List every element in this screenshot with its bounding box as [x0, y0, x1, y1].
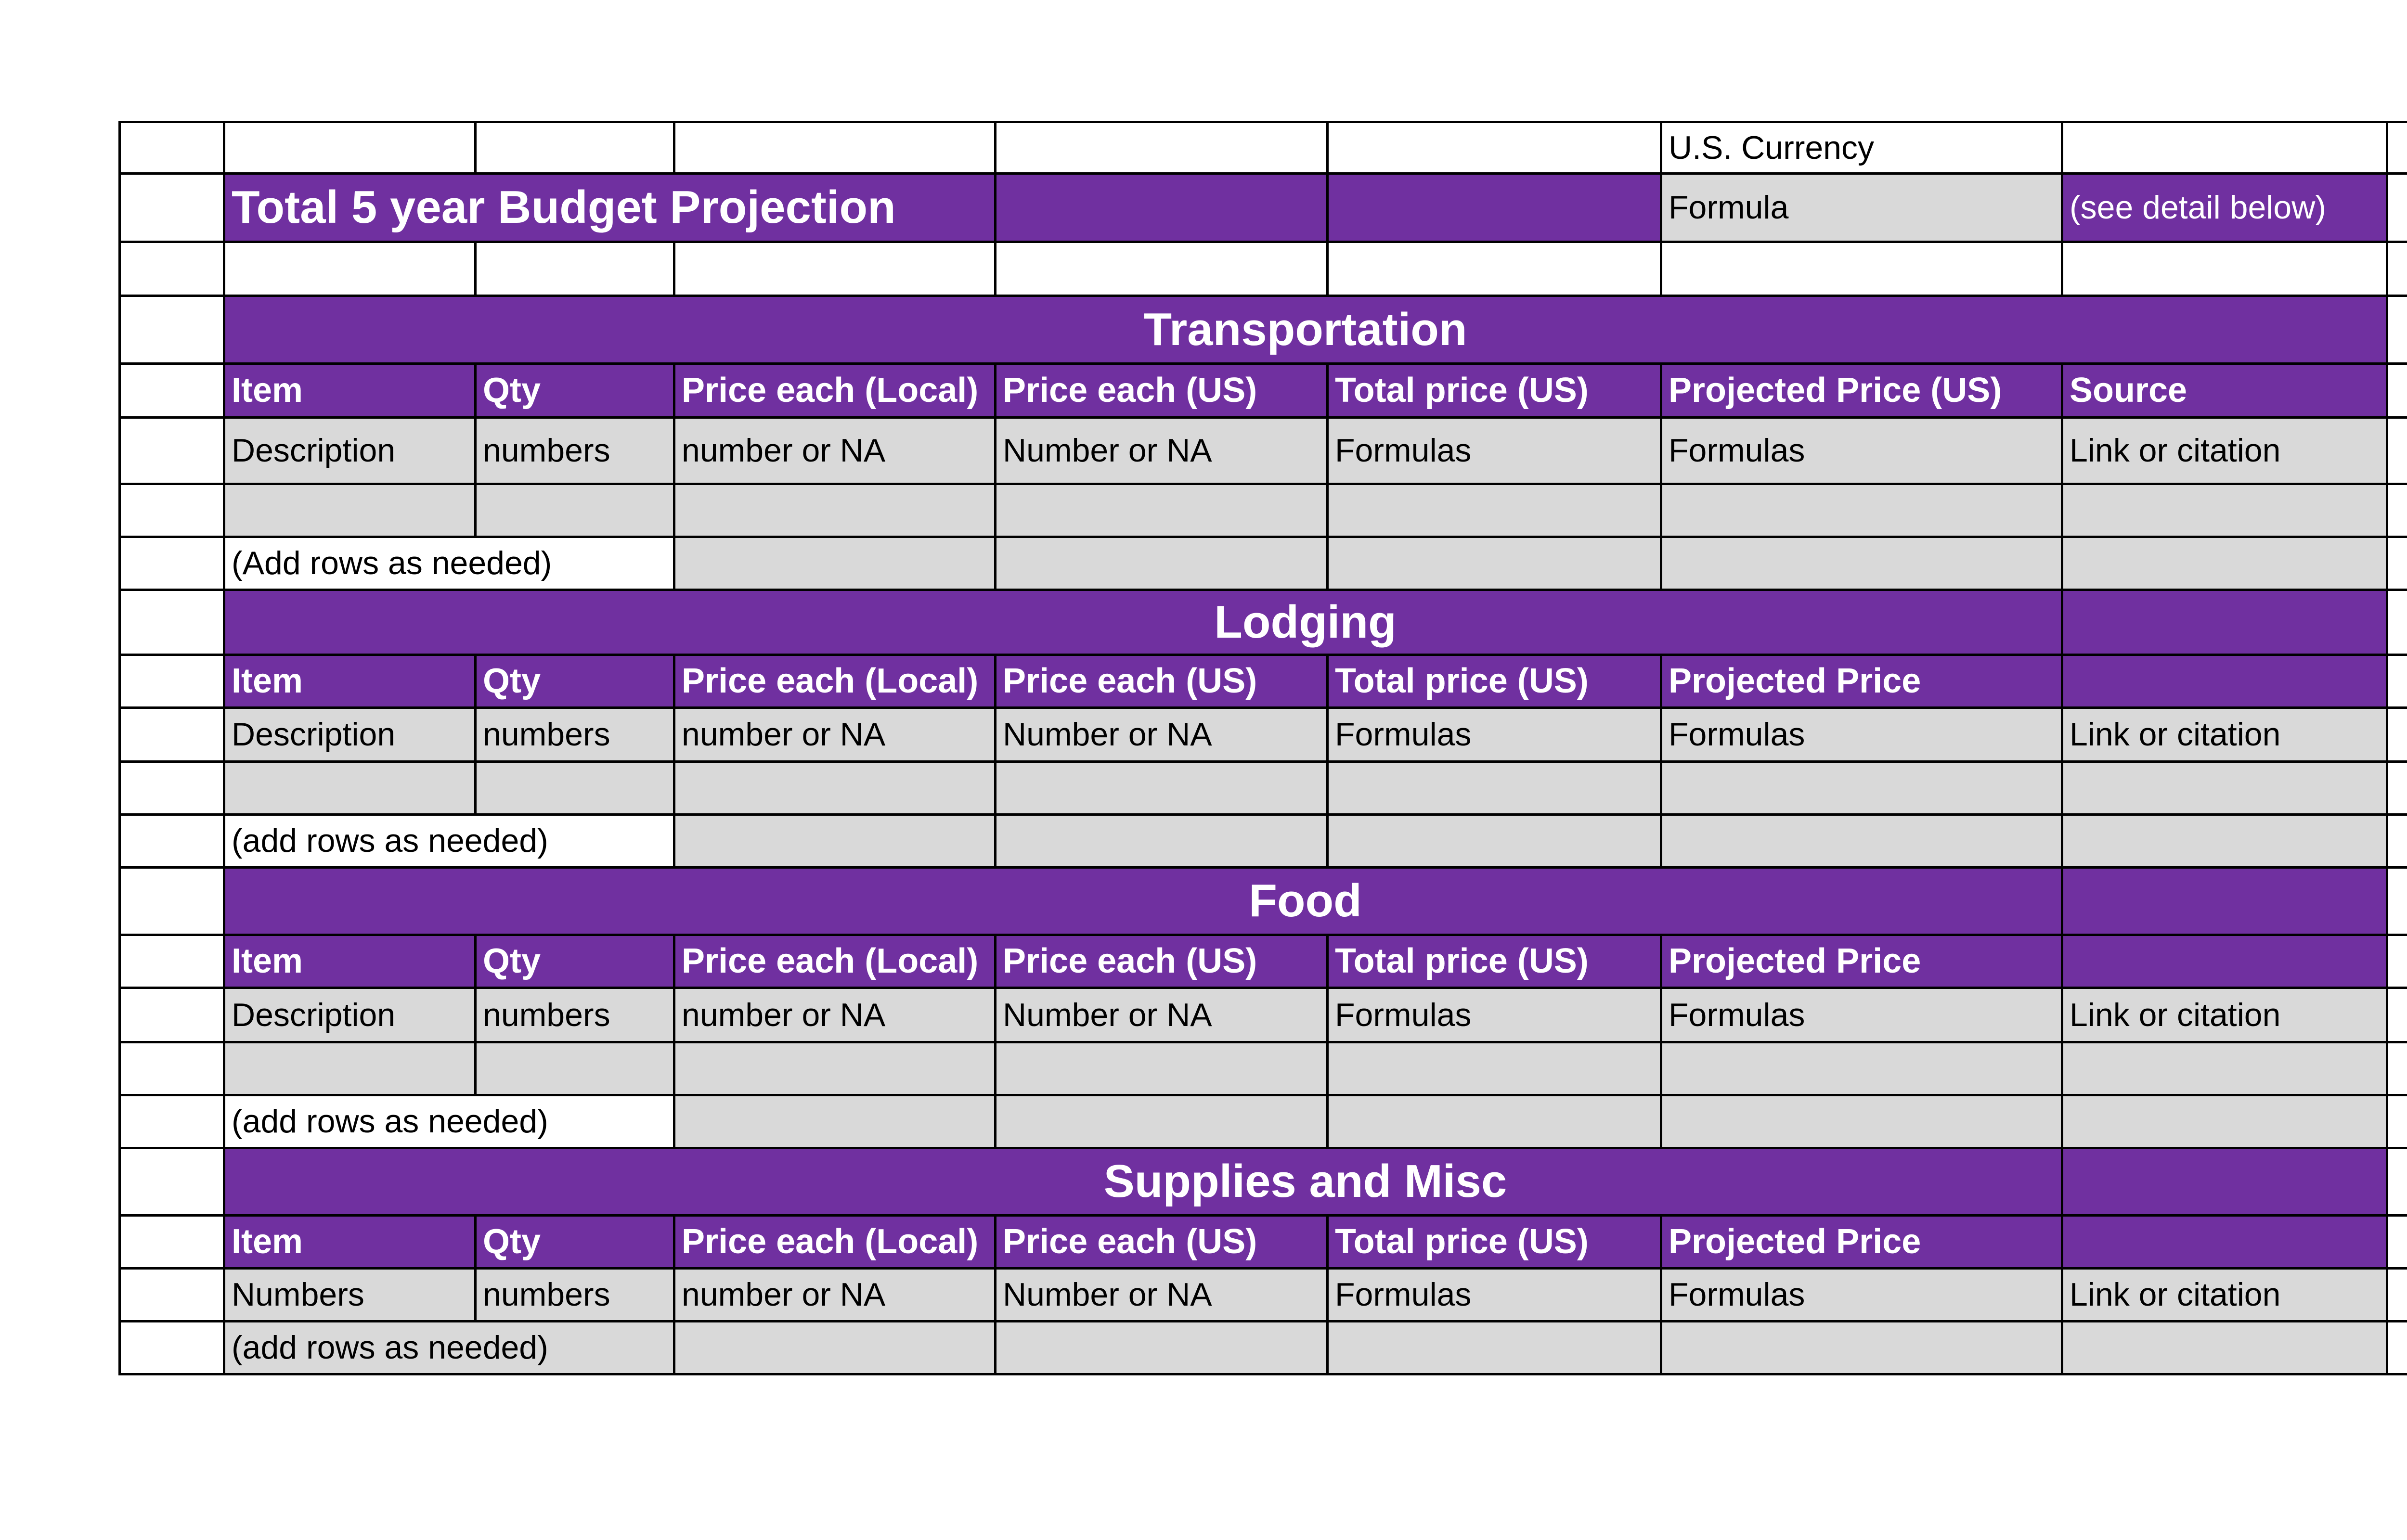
grid-line — [1326, 1214, 1329, 1375]
detail-note[interactable]: (see detail below) — [2062, 173, 2387, 242]
food-header-price-us: Price each (US) — [995, 935, 1327, 988]
grid-line — [118, 416, 2407, 419]
lodging-header-projected: Projected Price — [1661, 654, 2062, 707]
supplies-price-local-cell[interactable]: number or NA — [674, 1268, 995, 1321]
supplies-header-projected: Projected Price — [1661, 1215, 2062, 1268]
grid-line — [1326, 934, 1329, 1149]
grid-line — [118, 121, 2407, 123]
grid-line — [118, 172, 2407, 175]
grid-line — [118, 654, 2407, 656]
grid-line — [118, 866, 2407, 869]
grid-line — [474, 121, 477, 175]
food-qty-cell[interactable]: numbers — [475, 988, 674, 1042]
food-total-cell[interactable]: Formulas — [1327, 988, 1661, 1042]
grid-line — [118, 1147, 2407, 1149]
lodging-header-price-local: Price each (Local) — [674, 654, 995, 707]
budget-title[interactable]: Total 5 year Budget Projection — [224, 173, 1993, 242]
grid-line — [118, 1267, 2407, 1270]
grid-line — [118, 1094, 2407, 1096]
grid-line — [2386, 121, 2388, 1375]
lodging-qty-cell[interactable]: numbers — [475, 707, 674, 761]
transportation-projected-cell[interactable]: Formulas — [1661, 417, 2062, 484]
food-header-projected: Projected Price — [1661, 935, 2062, 988]
transportation-header-price-us: Price each (US) — [995, 363, 1327, 417]
transportation-price-local-cell[interactable]: number or NA — [674, 417, 995, 484]
grid-line — [118, 589, 2407, 591]
grid-line — [673, 241, 675, 296]
grid-line — [994, 654, 996, 869]
lodging-price-us-cell[interactable]: Number or NA — [995, 707, 1327, 761]
grid-line — [474, 1214, 477, 1322]
grid-line — [1326, 362, 1329, 591]
grid-line — [1660, 934, 1662, 1149]
food-item-cell[interactable]: Description — [224, 988, 475, 1042]
grid-line — [673, 121, 675, 175]
food-source-cell[interactable]: Link or citation — [2062, 988, 2387, 1042]
lodging-header-qty: Qty — [475, 654, 674, 707]
food-add-row-fill[interactable] — [674, 1095, 2387, 1148]
transportation-source-cell[interactable]: Link or citation — [2062, 417, 2387, 484]
supplies-add-rows-note[interactable]: (add rows as needed) — [224, 1321, 674, 1374]
transportation-item-cell[interactable]: Description — [224, 417, 475, 484]
grid-line — [118, 987, 2407, 989]
supplies-total-cell[interactable]: Formulas — [1327, 1268, 1661, 1321]
supplies-header-total-us: Total price (US) — [1327, 1215, 1661, 1268]
lodging-source-cell[interactable]: Link or citation — [2062, 707, 2387, 761]
grid-line — [994, 1214, 996, 1375]
food-header-qty: Qty — [475, 935, 674, 988]
lodging-projected-cell[interactable]: Formulas — [1661, 707, 2062, 761]
grid-line — [118, 483, 2407, 485]
grid-line — [118, 706, 2407, 709]
grid-line — [673, 362, 675, 591]
grid-line — [118, 1041, 2407, 1043]
grid-line — [474, 934, 477, 1096]
food-price-local-cell[interactable]: number or NA — [674, 988, 995, 1042]
supplies-section-title: Supplies and Misc — [224, 1148, 2387, 1215]
lodging-section-title: Lodging — [224, 590, 2387, 654]
supplies-source-cell[interactable]: Link or citation — [2062, 1268, 2387, 1321]
supplies-projected-cell[interactable]: Formulas — [1661, 1268, 2062, 1321]
grid-line — [118, 1373, 2407, 1375]
supplies-header-source — [2062, 1215, 2387, 1268]
grid-line — [673, 934, 675, 1149]
supplies-qty-cell[interactable]: numbers — [475, 1268, 674, 1321]
transportation-price-us-cell[interactable]: Number or NA — [995, 417, 1327, 484]
lodging-header-total-us: Total price (US) — [1327, 654, 1661, 707]
food-projected-cell[interactable]: Formulas — [1661, 988, 2062, 1042]
transportation-total-cell[interactable]: Formulas — [1327, 417, 1661, 484]
transportation-header-projected-us: Projected Price (US) — [1661, 363, 2062, 417]
currency-label[interactable]: U.S. Currency — [1669, 129, 1874, 166]
food-header-total-us: Total price (US) — [1327, 935, 1661, 988]
transportation-header-total-us: Total price (US) — [1327, 363, 1661, 417]
grid-line — [1660, 121, 1662, 296]
grid-line — [673, 1214, 675, 1375]
grid-line — [118, 813, 2407, 816]
grid-line — [994, 934, 996, 1149]
food-header-item: Item — [224, 935, 475, 988]
lodging-price-local-cell[interactable]: number or NA — [674, 707, 995, 761]
transportation-header-item: Item — [224, 363, 475, 417]
grid-line — [118, 362, 2407, 365]
lodging-header-price-us: Price each (US) — [995, 654, 1327, 707]
grid-line — [118, 1320, 2407, 1322]
transportation-qty-cell[interactable]: numbers — [475, 417, 674, 484]
transportation-header-qty: Qty — [475, 363, 674, 417]
grid-line — [118, 121, 121, 1375]
grid-line — [1660, 1214, 1662, 1375]
food-price-us-cell[interactable]: Number or NA — [995, 988, 1327, 1042]
grid-line — [2061, 362, 2063, 1375]
supplies-price-us-cell[interactable]: Number or NA — [995, 1268, 1327, 1321]
food-section-title: Food — [224, 867, 2387, 935]
lodging-header-source — [2062, 654, 2387, 707]
transportation-add-row-fill[interactable] — [674, 537, 2387, 590]
lodging-add-row-fill[interactable] — [674, 814, 2387, 867]
lodging-item-cell[interactable]: Description — [224, 707, 475, 761]
grid-line — [2061, 121, 2063, 296]
grid-line — [673, 654, 675, 869]
transportation-add-rows-note[interactable]: (Add rows as needed) — [232, 545, 552, 581]
grid-line — [474, 362, 477, 538]
grid-line — [994, 121, 996, 296]
supplies-item-cell[interactable]: Numbers — [224, 1268, 475, 1321]
transportation-section-title: Transportation — [224, 295, 2387, 363]
supplies-add-row-fill[interactable] — [674, 1321, 2387, 1374]
food-header-source — [2062, 935, 2387, 988]
grid-line — [118, 241, 2407, 243]
supplies-header-item: Item — [224, 1215, 475, 1268]
grid-line — [118, 536, 2407, 538]
grid-line — [1660, 362, 1662, 591]
supplies-header-price-local: Price each (Local) — [674, 1215, 995, 1268]
grid-line — [1326, 654, 1329, 869]
food-header-price-local: Price each (Local) — [674, 935, 995, 988]
food-add-rows-note[interactable]: (add rows as needed) — [232, 1103, 548, 1140]
grid-line — [118, 1214, 2407, 1217]
grid-line — [118, 760, 2407, 763]
grid-line — [994, 362, 996, 591]
grid-line — [1660, 654, 1662, 869]
lodging-add-rows-note[interactable]: (add rows as needed) — [232, 822, 548, 859]
grid-line — [1326, 121, 1329, 296]
grid-line — [118, 934, 2407, 936]
transportation-header-source: Source — [2062, 363, 2387, 417]
transportation-header-price-local: Price each (Local) — [674, 363, 995, 417]
supplies-header-price-us: Price each (US) — [995, 1215, 1327, 1268]
grid-line — [474, 654, 477, 816]
lodging-total-cell[interactable]: Formulas — [1327, 707, 1661, 761]
total-formula-cell[interactable]: Formula — [1661, 173, 2062, 242]
supplies-header-qty: Qty — [475, 1215, 674, 1268]
grid-line — [223, 121, 225, 1375]
grid-line — [474, 241, 477, 296]
grid-line — [118, 295, 2407, 297]
lodging-header-item: Item — [224, 654, 475, 707]
